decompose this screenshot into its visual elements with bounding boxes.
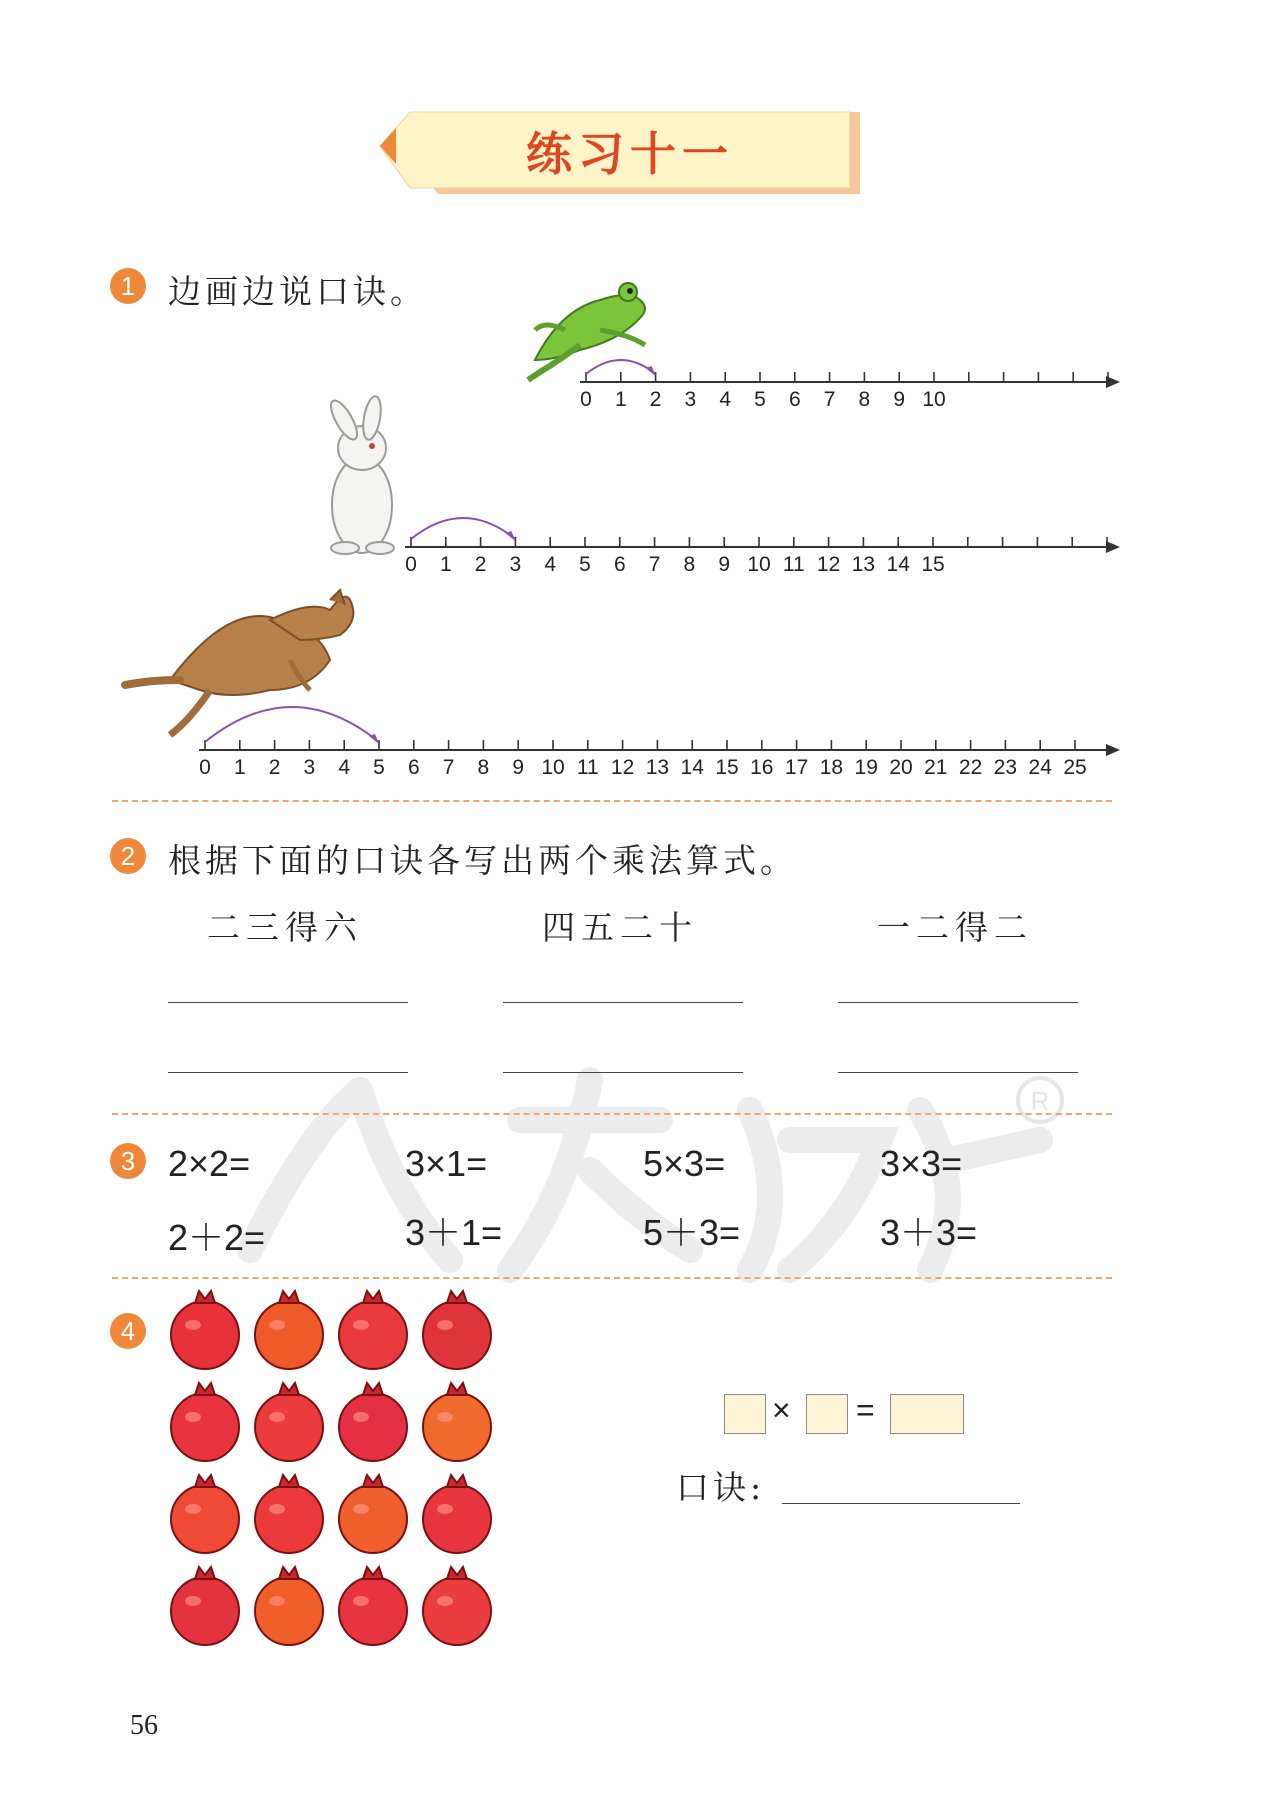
tick-label: 7 <box>823 388 836 411</box>
kangaroo-number-line <box>199 707 1120 779</box>
equation: 2×2= <box>168 1143 251 1184</box>
axis-arrow <box>1106 744 1120 756</box>
jump-arc <box>205 707 379 742</box>
rabbit-illustration <box>326 395 394 554</box>
equation: 3×1= <box>405 1143 488 1184</box>
tick-label: 14 <box>680 756 704 779</box>
tick-label: 10 <box>922 388 946 411</box>
arc-arrowhead <box>646 366 656 376</box>
pomegranate-icon <box>339 1291 407 1369</box>
rabbit-number-line <box>405 518 1120 576</box>
page-title: 练习十一 <box>526 127 734 181</box>
tick-label: 2 <box>268 756 281 779</box>
question-2-number: 2 <box>110 838 146 874</box>
phrase-1: 二三得六 <box>207 908 363 947</box>
pomegranate-icon <box>255 1383 323 1461</box>
tick-label: 25 <box>1063 756 1087 779</box>
tick-label: 3 <box>509 553 522 576</box>
pomegranate-icon <box>171 1383 239 1461</box>
tick-label: 15 <box>715 756 739 779</box>
tick-label: 6 <box>788 388 801 411</box>
phrase-3: 一二得二 <box>877 908 1033 947</box>
tick-label: 6 <box>613 553 626 576</box>
jump-arc <box>411 518 515 539</box>
pomegranate-icon <box>423 1383 491 1461</box>
tick-label: 6 <box>407 756 420 779</box>
jump-arc <box>586 360 656 374</box>
answer-line[interactable] <box>838 1072 1078 1073</box>
question-3-number: 3 <box>110 1143 146 1179</box>
frog-illustration <box>528 283 645 380</box>
pomegranate-grid <box>160 1285 510 1655</box>
equation: 3＋3= <box>880 1212 978 1253</box>
tick-label: 8 <box>477 756 490 779</box>
tick-label: 10 <box>747 553 771 576</box>
equation: 3×3= <box>880 1143 963 1184</box>
pomegranate-icon <box>255 1475 323 1553</box>
tick-label: 13 <box>851 553 876 576</box>
tick-label: 9 <box>893 388 906 411</box>
tick-label: 8 <box>858 388 871 411</box>
tick-label: 9 <box>718 553 731 576</box>
divider <box>112 800 1112 802</box>
question-1-text: 边画边说口诀。 <box>168 272 427 311</box>
tick-label: 20 <box>889 756 913 779</box>
question-4-number: 4 <box>110 1313 146 1349</box>
answer-line[interactable] <box>168 1002 408 1003</box>
tick-label: 9 <box>512 756 525 779</box>
koujue-label: 口诀: <box>676 1468 766 1507</box>
pomegranate-icon <box>423 1475 491 1553</box>
equation: 5＋3= <box>643 1212 741 1253</box>
divider <box>112 1113 1112 1115</box>
tick-label: 19 <box>854 756 878 779</box>
answer-line[interactable] <box>168 1072 408 1073</box>
phrase-2: 四五二十 <box>542 908 698 947</box>
question-1-number: 1 <box>110 268 146 304</box>
tick-label: 1 <box>233 756 246 779</box>
tick-label: 2 <box>649 388 662 411</box>
tick-label: 5 <box>373 756 385 779</box>
pomegranate-icon <box>339 1475 407 1553</box>
divider <box>112 1277 1112 1279</box>
pomegranate-icon <box>255 1567 323 1645</box>
tick-label: 0 <box>405 553 417 576</box>
tick-label: 18 <box>819 756 844 779</box>
answer-line[interactable] <box>503 1002 743 1003</box>
multiplier-box[interactable] <box>806 1394 848 1434</box>
pomegranate-icon <box>171 1291 239 1369</box>
arc-arrowhead <box>505 531 515 541</box>
arc-arrowhead <box>369 734 379 744</box>
equation: 2＋2= <box>168 1217 266 1258</box>
equation: 3＋1= <box>405 1212 503 1253</box>
tick-label: 23 <box>993 756 1018 779</box>
kangaroo-illustration <box>125 590 353 735</box>
tick-label: 11 <box>576 756 599 779</box>
pomegranate-icon <box>339 1383 407 1461</box>
tick-label: 3 <box>303 756 316 779</box>
product-box[interactable] <box>890 1394 964 1434</box>
tick-label: 21 <box>924 756 948 779</box>
axis-arrow <box>1106 541 1120 553</box>
question-2-text: 根据下面的口诀各写出两个乘法算式。 <box>168 841 797 880</box>
tick-label: 17 <box>784 756 809 779</box>
pomegranate-icon <box>171 1567 239 1645</box>
tick-label: 4 <box>338 756 351 779</box>
tick-label: 14 <box>886 553 910 576</box>
tick-label: 4 <box>544 553 557 576</box>
answer-line[interactable] <box>503 1072 743 1073</box>
frog-number-line <box>580 360 1120 411</box>
tick-label: 7 <box>442 756 455 779</box>
pomegranate-icon <box>255 1291 323 1369</box>
equation: 5×3= <box>643 1143 726 1184</box>
tick-label: 16 <box>750 756 774 779</box>
pomegranate-icon <box>423 1291 491 1369</box>
tick-label: 4 <box>719 388 732 411</box>
tick-label: 13 <box>645 756 670 779</box>
tick-label: 12 <box>610 756 635 779</box>
answer-line[interactable] <box>838 1002 1078 1003</box>
tick-label: 12 <box>816 553 841 576</box>
tick-label: 1 <box>439 553 452 576</box>
page-number: 56 <box>130 1710 158 1741</box>
tick-label: 10 <box>541 756 565 779</box>
pomegranate-icon <box>339 1567 407 1645</box>
svg-text:R: R <box>1030 1086 1050 1116</box>
tick-label: 15 <box>921 553 945 576</box>
koujue-answer-line[interactable] <box>782 1503 1020 1504</box>
tick-label: 5 <box>754 388 766 411</box>
tick-label: 7 <box>648 553 661 576</box>
equals-sign: = <box>856 1392 875 1428</box>
tick-label: 0 <box>199 756 211 779</box>
multiplicand-box[interactable] <box>724 1394 766 1434</box>
tick-label: 24 <box>1028 756 1052 779</box>
tick-label: 11 <box>782 553 805 576</box>
times-sign: × <box>772 1392 791 1428</box>
tick-label: 22 <box>958 756 983 779</box>
tick-label: 5 <box>579 553 591 576</box>
tick-label: 8 <box>683 553 696 576</box>
number-lines <box>0 0 1275 800</box>
tick-label: 1 <box>614 388 627 411</box>
tick-label: 2 <box>474 553 487 576</box>
pomegranate-icon <box>171 1475 239 1553</box>
pomegranate-icon <box>423 1567 491 1645</box>
tick-label: 3 <box>684 388 697 411</box>
tick-label: 0 <box>580 388 592 411</box>
